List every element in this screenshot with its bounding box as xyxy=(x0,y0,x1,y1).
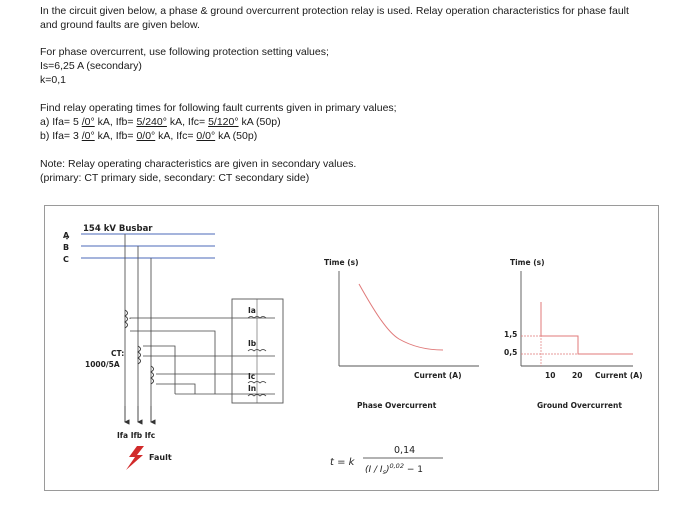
secondary-wire-a2 xyxy=(130,331,215,394)
relay-label-in: In xyxy=(248,384,257,393)
settings-heading: For phase overcurrent, use following protection setting values; xyxy=(40,46,329,58)
note-line-2: (primary: CT primary side, secondary: CT secondary side) xyxy=(40,172,310,184)
phase-chart-curve xyxy=(359,284,443,350)
formula-lhs: t = k xyxy=(330,457,355,468)
task-heading: Find relay operating times for following fault currents given in primary values; xyxy=(40,102,397,114)
busbar-label: 154 kV Busbar xyxy=(83,224,153,234)
relay-label-ia: Ia xyxy=(248,306,256,315)
relay-label-ib: Ib xyxy=(248,339,257,348)
phase-label-a: A xyxy=(63,231,70,240)
ground-chart-title: Ground Overcurrent xyxy=(537,401,622,410)
ground-xtick-1: 10 xyxy=(545,371,556,380)
secondary-wire-b xyxy=(143,346,175,394)
ct-ratio: 1000/5A xyxy=(85,360,120,369)
intro-line-2: and ground faults are given below. xyxy=(40,19,200,31)
phase-label-b: B xyxy=(63,243,70,252)
ground-chart-step xyxy=(541,302,633,354)
case-b: b) Ifa= 3 /0° kA, Ifb= 0/0° kA, Ifc= 0/0° kA (50p) xyxy=(40,130,258,142)
fault-lightning-icon xyxy=(126,446,144,470)
ct-label: CT: xyxy=(111,349,125,358)
ground-ytick-2: 0,5 xyxy=(504,348,518,357)
intro-line-1: In the circuit given below, a phase & ground overcurrent protection relay is used. Relay operation characteristics for phase fault xyxy=(40,5,629,17)
k-setting: k=0,1 xyxy=(40,74,66,86)
intro-paragraph xyxy=(40,4,629,32)
ground-chart-ylabel: Time (s) xyxy=(510,258,545,267)
fault-label: Fault xyxy=(149,453,172,462)
case-a: a) Ifa= 5 /0° kA, Ifb= 5/240° kA, Ifc= 5/120° kA (50p) xyxy=(40,116,281,128)
trip-time-formula xyxy=(330,445,443,476)
figure-frame xyxy=(44,205,659,491)
note-paragraph xyxy=(40,157,356,185)
task-paragraph xyxy=(40,101,397,143)
fault-currents-label: Ifa Ifb Ifc xyxy=(117,431,156,440)
secondary-wire-c2 xyxy=(156,384,195,394)
ground-xtick-2: 20 xyxy=(572,371,583,380)
is-setting: Is=6,25 A (secondary) xyxy=(40,60,142,72)
note-line-1: Note: Relay operating characteristics are given in secondary values. xyxy=(40,158,357,170)
phase-chart-ylabel: Time (s) xyxy=(324,258,359,267)
settings-paragraph xyxy=(40,45,329,87)
secondary-wire-a xyxy=(130,318,275,319)
relay-box xyxy=(232,299,283,403)
formula-denominator: $(I / I_s)^{0,02} - 1$ xyxy=(365,462,423,476)
figure-svg xyxy=(45,206,658,490)
phase-chart-title: Phase Overcurrent xyxy=(357,401,437,410)
phase-chart-xlabel: Current (A) xyxy=(414,371,462,380)
ground-chart-xlabel: Current (A) xyxy=(595,371,643,380)
phase-label-c: C xyxy=(63,255,69,264)
ground-ytick-1: 1,5 xyxy=(504,330,518,339)
phase-chart xyxy=(324,258,479,410)
ground-chart xyxy=(504,258,643,410)
relay-label-ic: Ic xyxy=(248,372,256,381)
formula-numerator: 0,14 xyxy=(394,445,416,456)
